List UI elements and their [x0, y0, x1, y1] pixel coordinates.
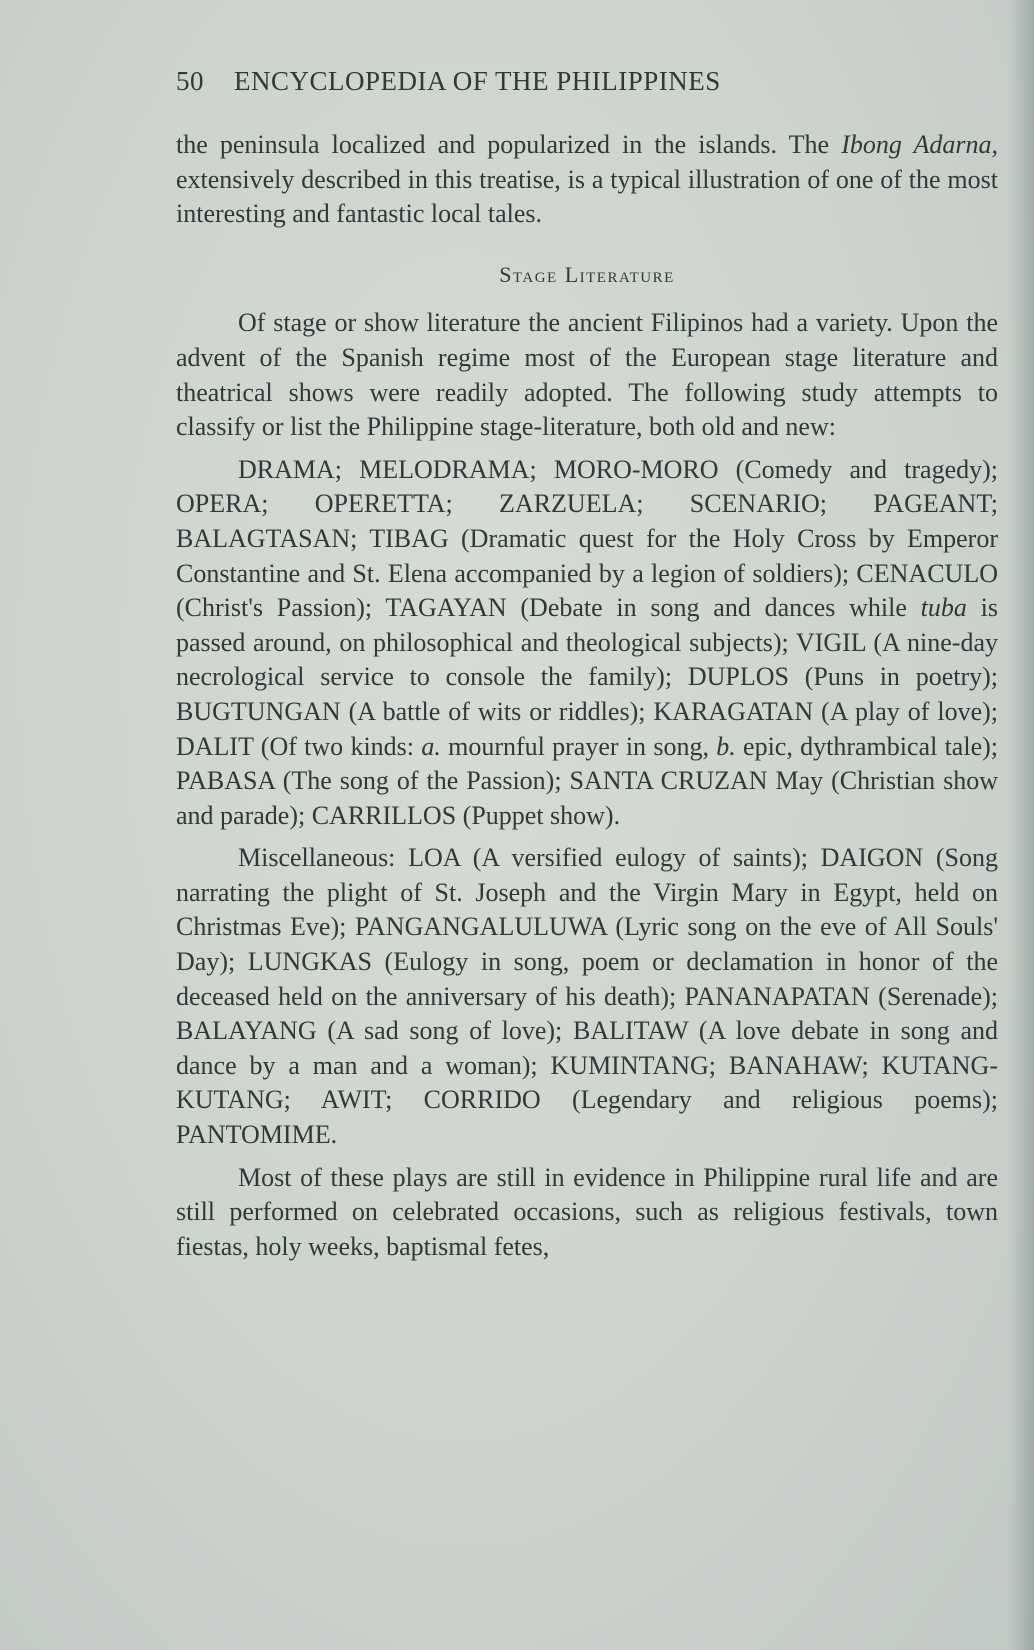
text-run: mournful prayer in song,: [440, 731, 717, 761]
page-gutter-shadow: [1008, 0, 1034, 1650]
running-header: [176, 66, 936, 97]
section-heading: Stage Literature: [499, 261, 675, 287]
text-run: extensively described in this treatise, is a typical illustration of one of the most interesting and fantastic local tales.: [176, 164, 998, 229]
paragraph-genre-list: [176, 453, 998, 834]
italic-title: Ibong Adarna,: [841, 130, 998, 159]
page-body: [176, 128, 998, 1264]
italic-term: a.: [421, 731, 441, 761]
paragraph-miscellaneous: Miscellaneous: LOA (A versified eulogy of saints); DAIGON (Song narrating the plight of St. Joseph and the Virgin Mary in Egypt, held on Christmas Eve); PANGANGALULUWA (Lyric song on the eve of All Souls' Day); LUNGKAS (Eulogy in song, poem or declamation in honor of the deceased held on the anniversary of his death); PANANAPATAN (Serenade); BALAYANG (A sad song of love); BALITAW (A love debate in song and dance by a man and a woman); KUMINTANG; BANAHAW; KUTANG-KUTANG; AWIT; CORRIDO (Legendary and religious poems); PANTOMIME.: [176, 843, 998, 1150]
italic-term: b.: [716, 731, 736, 761]
italic-term: tuba: [920, 593, 967, 623]
text-run: is passed around, on philosophical and theological subjects); VIGIL (A nine-day necrological service to console the family); DUPLOS (Puns in poetry); BUGTUNGAN (A battle of wits or riddles); KARAGATAN (A play of love); DALIT (Of two kinds:: [176, 593, 998, 761]
paragraph-stage-literature: Of stage or show literature the ancient Filipinos had a variety. Upon the advent of the Spanish regime most of the European stage literature and theatrical shows were readily adopted. The following study attempts to classify or list the Philippine stage-literature, both old and new:: [176, 308, 998, 442]
text-run: DRAMA; MELODRAMA; MORO-MORO (Comedy and tragedy); OPERA; OPERETTA; ZARZUELA; SCENARIO; PAGEANT; BALAGTASAN; TIBAG (Dramatic quest for the Holy Cross by Emperor Constantine and St. Elena accompanied by a legion of soldiers); CENACULO (Christ's Passion); TAGAYAN (Debate in song and dances while: [176, 454, 998, 623]
paragraph-rural-life: Most of these plays are still in evidence in Philippine rural life and are still performed on celebrated occasions, such as religious festivals, town fiestas, holy weeks, baptismal fetes,: [176, 1162, 998, 1261]
page-number: 50: [176, 66, 204, 96]
text-run: epic, dythrambical tale); PABASA (The song of the Passion); SANTA CRUZAN May (Christian show and parade); CARRILLOS (Puppet show).: [176, 731, 998, 830]
running-title: ENCYCLOPEDIA OF THE PHILIPPINES: [234, 66, 721, 96]
paragraph-intro: [176, 128, 998, 232]
text-run: the peninsula localized and popularized in the islands. The: [176, 130, 842, 159]
